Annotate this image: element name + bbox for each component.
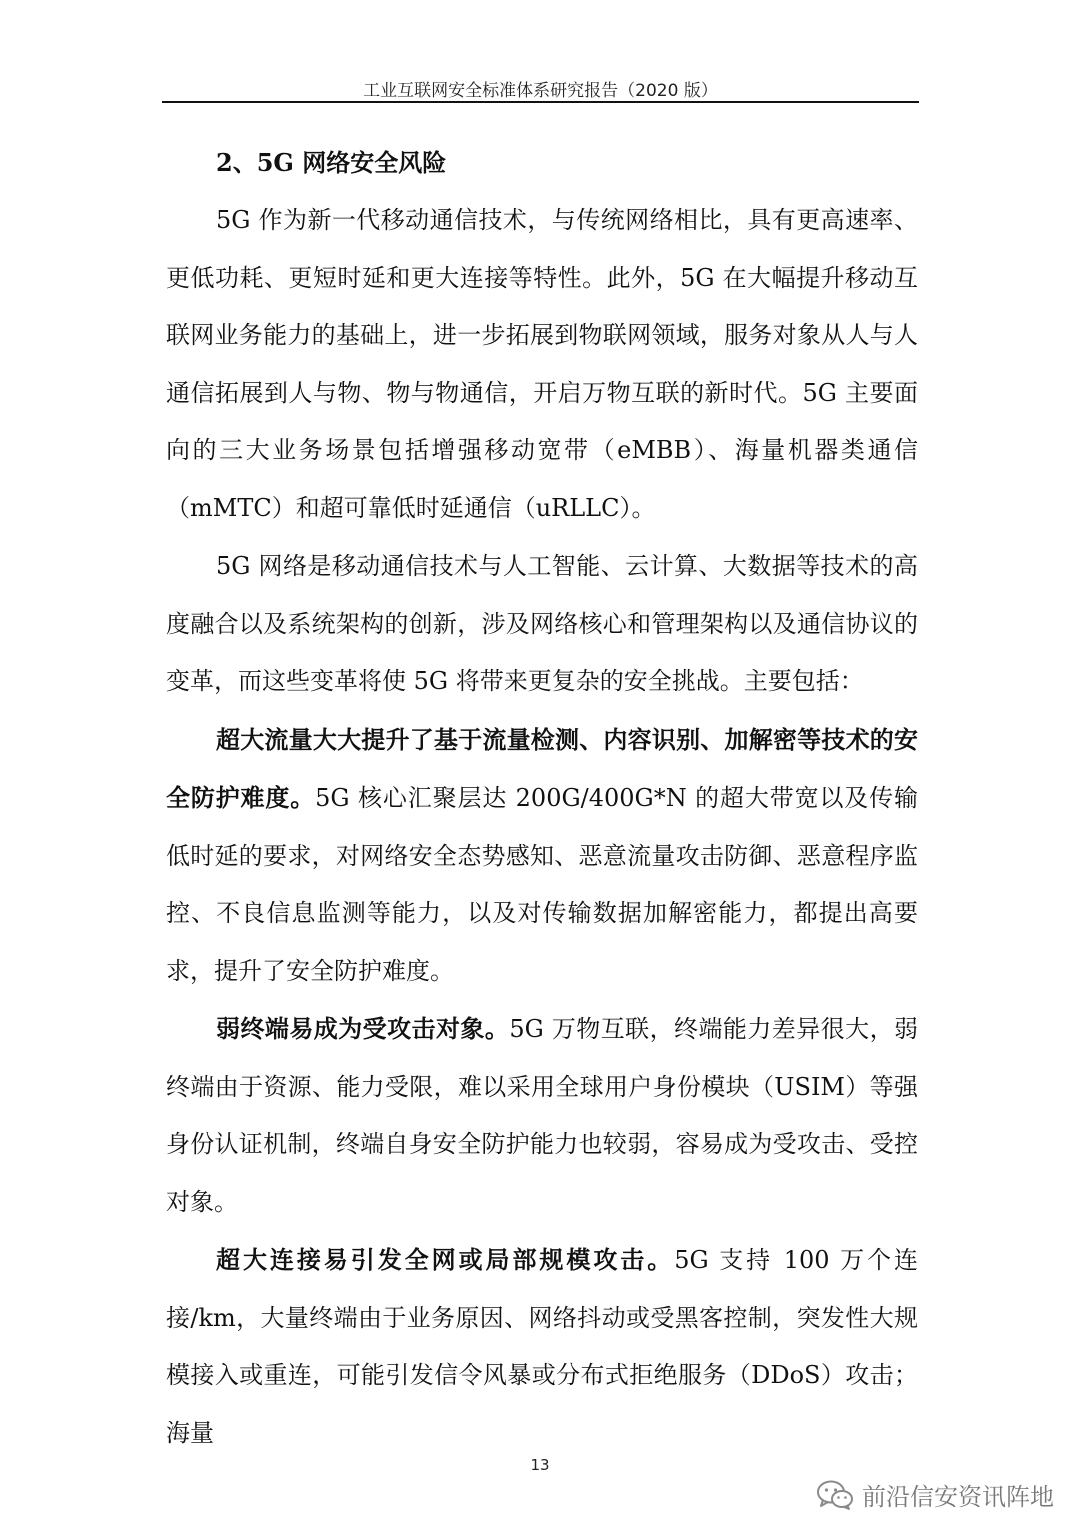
page-number: 13 (530, 1456, 550, 1474)
paragraph-5g-overview (166, 191, 918, 537)
section-heading: 2、5G 网络安全风险 (216, 148, 447, 177)
paragraph-text: 5G 万物互联，终端能力差异很大，弱终端由于资源、能力受限，难以采用全球用户身份模块（USIM）等强身份认证机制，终端自身安全防护能力也较弱，容易成为受攻击、受控对象。 (166, 1015, 919, 1216)
watermark-text: 前沿信安资讯阵地 (862, 1483, 1054, 1511)
paragraph-text: 5G 支持 100 万个连接/km，大量终端由于业务原因、网络抖动或受黑客控制，突发性大规模接入或重连，可能引发信令风暴或分布式拒绝服务（DDoS）攻击；海量 (166, 1246, 919, 1447)
document-body (166, 135, 918, 1462)
paragraph-lead: 弱终端易成为受攻击对象。 (216, 1014, 510, 1043)
running-header: 工业互联网安全标准体系研究报告（2020 版） (363, 81, 718, 101)
watermark (816, 1477, 1054, 1512)
wechat-icon (816, 1479, 854, 1511)
paragraph-lead: 超大流量大大提升了基于流量检测、内容识别、加解密等技术的安全防护难度。 (166, 724, 918, 812)
paragraph-text: 5G 核心汇聚层达 200G/400G*N 的超大带宽以及传输低时延的要求，对网络安全态势感知、恶意流量攻击防御、恶意程序监控、不良信息监测等能力，以及对传输数据加解密能力，都提出高要求，提升了安全防护难度。 (166, 784, 919, 985)
paragraph-high-traffic (166, 711, 918, 1001)
paragraph-massive-connections (166, 1231, 918, 1462)
paragraph-text: 5G 作为新一代移动通信技术，与传统网络相比，具有更高速率、更低功耗、更短时延和更大连接等特性。此外，5G 在大幅提升移动互联网业务能力的基础上，进一步拓展到物联网领域，服务对象从人与人通信拓展到人与物、物与物通信，开启万物互联的新时代。5G 主要面向的三大业务场景包括增强移动宽带（eMBB）、海量机器类通信（mMTC）和超可靠低时延通信（uRLLC）。 (166, 206, 918, 522)
paragraph-5g-challenges (166, 537, 918, 711)
paragraph-weak-terminals (166, 1000, 918, 1231)
paragraph-text: 5G 网络是移动通信技术与人工智能、云计算、大数据等技术的高度融合以及系统架构的创新，涉及网络核心和管理架构以及通信协议的变革，而这些变革将使 5G 将带来更复杂的安全挑战。主要包括： (166, 552, 918, 695)
paragraph-lead: 超大连接易引发全网或局部规模攻击。 (216, 1245, 675, 1274)
header-rule (162, 101, 919, 103)
